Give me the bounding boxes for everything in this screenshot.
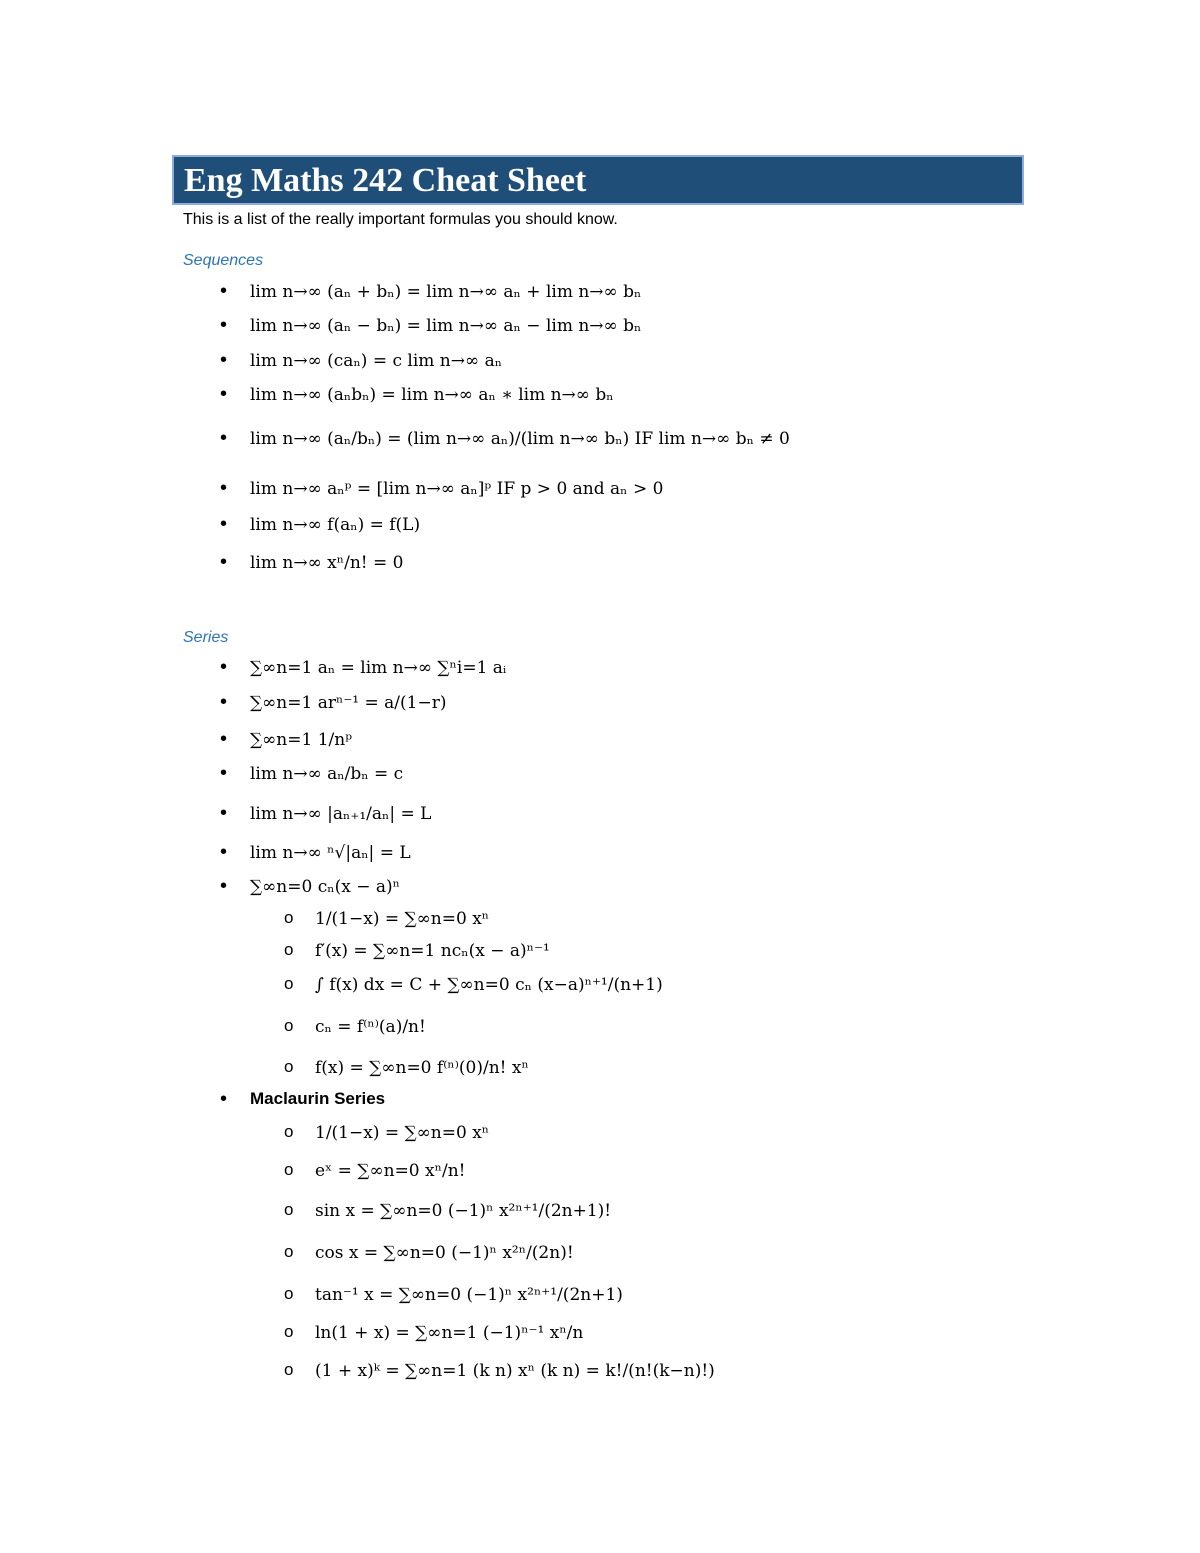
circle-bullet-icon: o <box>284 1016 294 1035</box>
circle-bullet-icon: o <box>284 1122 294 1141</box>
bullet-icon: • <box>220 841 228 863</box>
circle-bullet-icon: o <box>284 974 294 993</box>
bullet-icon: • <box>220 383 228 405</box>
bullet-icon: • <box>220 477 228 499</box>
series-heading: Series <box>183 629 229 646</box>
circle-bullet-icon: o <box>284 1284 294 1303</box>
sequences-heading: Sequences <box>183 252 264 269</box>
bullet-icon: • <box>220 1088 228 1110</box>
page-title: Eng Maths 242 Cheat Sheet <box>184 162 587 199</box>
bullet-icon: • <box>220 551 228 573</box>
bullet-icon: • <box>220 349 228 371</box>
circle-bullet-icon: o <box>284 1322 294 1341</box>
bullet-icon: • <box>220 802 228 824</box>
bullet-icon: • <box>220 691 228 713</box>
bullet-icon: • <box>220 314 228 336</box>
circle-bullet-icon: o <box>284 1242 294 1261</box>
bullet-icon: • <box>220 762 228 784</box>
circle-bullet-icon: o <box>284 1160 294 1179</box>
bullet-icon: • <box>220 656 228 678</box>
circle-bullet-icon: o <box>284 1057 294 1076</box>
bullet-icon: • <box>220 728 228 750</box>
circle-bullet-icon: o <box>284 908 294 927</box>
bullet-icon: • <box>220 280 228 302</box>
title-banner <box>172 155 1024 205</box>
circle-bullet-icon: o <box>284 1200 294 1219</box>
intro-text: This is a list of the really important formulas you should know. <box>183 211 618 228</box>
circle-bullet-icon: o <box>284 1360 294 1379</box>
circle-bullet-icon: o <box>284 940 294 959</box>
bullet-icon: • <box>220 427 228 449</box>
bullet-icon: • <box>220 513 228 535</box>
maclaurin-label: Maclaurin Series <box>250 1089 386 1108</box>
bullet-icon: • <box>220 875 228 897</box>
